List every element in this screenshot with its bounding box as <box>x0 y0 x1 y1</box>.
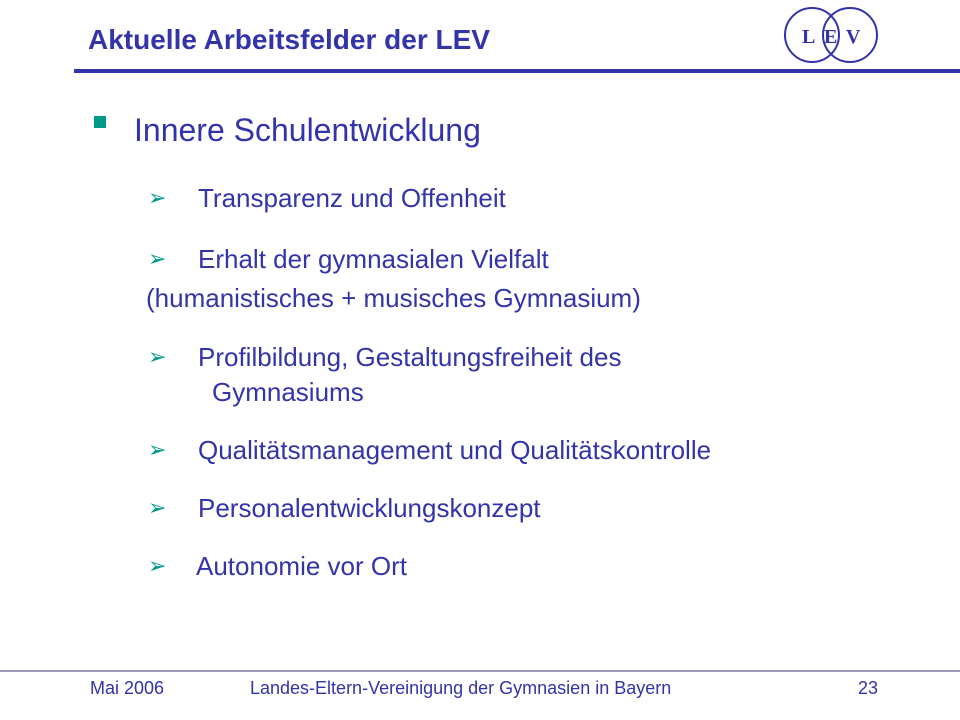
list-item-3: Profilbildung, Gestaltungsfreiheit des <box>198 342 622 372</box>
logo-letter-e: E <box>824 26 838 48</box>
list-item-4: Qualitätsmanagement und Qualitätskontrolle <box>198 435 712 465</box>
arrow-bullet-icon: ➢ <box>148 185 167 210</box>
list-item-3-continuation: Gymnasiums <box>212 377 364 407</box>
title-divider <box>74 69 960 73</box>
arrow-bullet-icon: ➢ <box>148 437 167 462</box>
square-bullet-icon <box>94 116 106 128</box>
list-item-2-continuation: (humanistisches + musisches Gymnasium) <box>146 283 641 313</box>
arrow-bullet-icon: ➢ <box>148 344 167 369</box>
footer-page-number: 23 <box>858 678 879 698</box>
section-heading: Innere Schulentwicklung <box>134 112 481 148</box>
arrow-bullet-icon: ➢ <box>148 495 167 520</box>
list-item-5: Personalentwicklungskonzept <box>198 493 541 523</box>
slide-title: Aktuelle Arbeitsfelder der LEV <box>88 24 490 55</box>
list-item-1: Transparenz und Offenheit <box>198 183 506 213</box>
list-item-2: Erhalt der gymnasialen Vielfalt <box>198 244 549 274</box>
arrow-bullet-icon: ➢ <box>148 553 167 578</box>
footer-date: Mai 2006 <box>90 678 165 698</box>
arrow-bullet-icon: ➢ <box>148 246 167 271</box>
logo-letter-l: L <box>802 26 816 48</box>
footer-divider <box>0 670 960 672</box>
list-item-6: Autonomie vor Ort <box>196 551 407 581</box>
footer-organization: Landes-Eltern-Vereinigung der Gymnasien in Bayern <box>250 678 672 698</box>
logo-letter-v: V <box>846 26 861 48</box>
lev-logo <box>776 4 886 66</box>
